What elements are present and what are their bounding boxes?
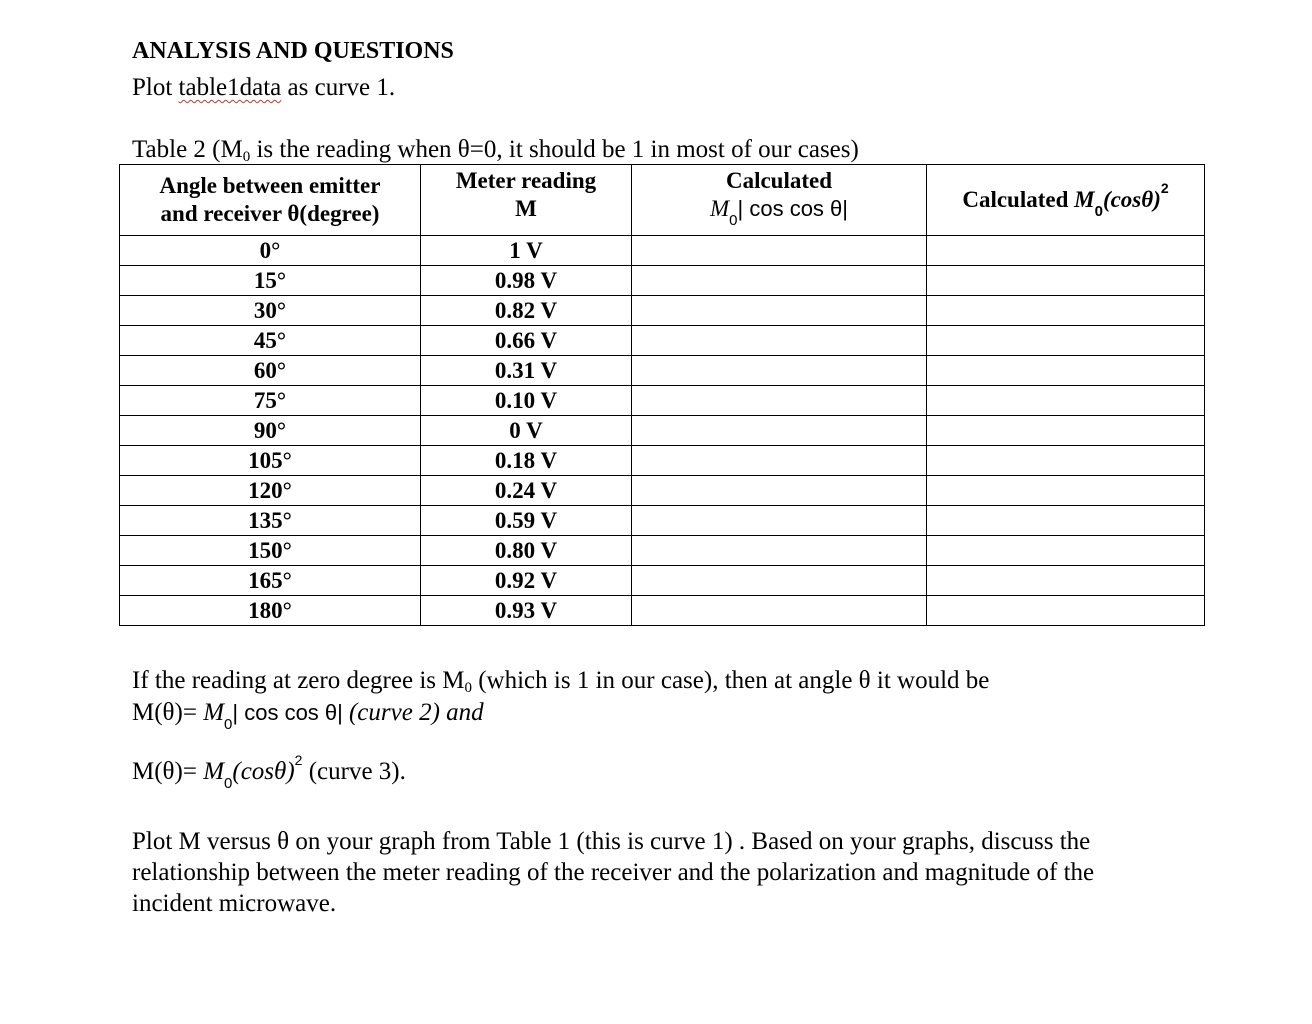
para1-a: If the reading at zero degree is M: [132, 667, 465, 694]
intro-pre: Plot: [132, 74, 179, 101]
reading-cell: 0.31 V: [421, 356, 632, 386]
calc-cell-empty: [632, 596, 927, 626]
calc-cell-empty: [632, 236, 927, 266]
eq2-curve: (curve 2) and: [348, 699, 484, 726]
reading-cell: 0.24 V: [421, 476, 632, 506]
section-heading: ANALYSIS AND QUESTIONS: [132, 38, 454, 64]
calc2-sub: 0: [1094, 203, 1103, 220]
reading-cell: 0.82 V: [421, 296, 632, 326]
angle-cell: 120°: [120, 476, 421, 506]
para2-l2: relationship between the meter reading of the receiver and the polarization and magnitude of the: [132, 859, 1095, 886]
calc2-cell-empty: [927, 566, 1205, 596]
eq2-mid: | cos cos θ|: [232, 700, 349, 725]
calc2-cell-empty: [927, 296, 1205, 326]
table-row: [120, 266, 1205, 296]
calc-cell-empty: [632, 356, 927, 386]
eq3-lead: M(θ)=: [132, 758, 204, 785]
equation-curve-3: [132, 752, 406, 792]
calc2-cell-empty: [927, 266, 1205, 296]
reading-cell: 0.93 V: [421, 596, 632, 626]
calc-cell-empty: [632, 536, 927, 566]
angle-cell: 30°: [120, 296, 421, 326]
intro-post: as curve 1.: [281, 74, 396, 101]
angle-cell: 75°: [120, 386, 421, 416]
calc-cell-empty: [632, 326, 927, 356]
angle-cell: 180°: [120, 596, 421, 626]
calc-cell-empty: [632, 476, 927, 506]
angle-cell: 165°: [120, 566, 421, 596]
eq2-m: M: [203, 699, 225, 726]
calc2-label: Calculated: [962, 187, 1075, 212]
reading-cell: 0.18 V: [421, 446, 632, 476]
table-body: [120, 236, 1205, 626]
meter-header-l2: M: [515, 196, 537, 221]
calc-formula: [632, 195, 926, 235]
data-table: [119, 164, 1205, 626]
eq3-sup: 2: [294, 752, 303, 768]
reading-cell: 0.66 V: [421, 326, 632, 356]
eq3-tail: (curve 3).: [302, 758, 406, 785]
table-row: [120, 476, 1205, 506]
reading-cell: 1 V: [421, 236, 632, 266]
reading-cell: 0.80 V: [421, 536, 632, 566]
table-row: [120, 356, 1205, 386]
angle-header: [120, 165, 421, 236]
para2: [132, 826, 1094, 919]
equation-curve-2: [132, 699, 484, 733]
caption-sub: 0: [242, 149, 251, 165]
table-row: [120, 446, 1205, 476]
calc2-cell-empty: [927, 596, 1205, 626]
para2-l3: incident microwave.: [132, 890, 337, 917]
angle-cell: 0°: [120, 236, 421, 266]
calc-rest: | cos cos θ|: [737, 196, 848, 221]
reading-cell: 0.59 V: [421, 506, 632, 536]
calc2-rest: (cosθ): [1102, 187, 1161, 212]
table-header-row: [120, 165, 1205, 236]
calc-cell-empty: [632, 506, 927, 536]
calc-m: M: [710, 196, 730, 221]
calc2-cell-empty: [927, 416, 1205, 446]
intro-line: [132, 74, 395, 102]
eq3-m: M: [203, 758, 225, 785]
calc-cell-empty: [632, 266, 927, 296]
calc2-sup: 2: [1160, 180, 1169, 196]
eq2-lead: M(θ)=: [132, 699, 204, 726]
table-row: [120, 416, 1205, 446]
calc-header: [632, 165, 927, 236]
para1: [132, 667, 989, 697]
angle-cell: 135°: [120, 506, 421, 536]
angle-cell: 150°: [120, 536, 421, 566]
table-row: [120, 536, 1205, 566]
calc-header-l1: Calculated: [725, 168, 833, 193]
calc-cell-empty: [632, 296, 927, 326]
angle-cell: 15°: [120, 266, 421, 296]
caption-a: Table 2 (M: [132, 136, 243, 163]
table-row: [120, 296, 1205, 326]
calc2-cell-empty: [927, 536, 1205, 566]
eq2-sub: 0: [224, 716, 233, 733]
reading-cell: 0.98 V: [421, 266, 632, 296]
calc2-cell-empty: [927, 506, 1205, 536]
para1-b: (which is 1 in our case), then at angle θ it would be: [471, 667, 990, 694]
meter-header: [421, 165, 632, 236]
calc-cell-empty: [632, 446, 927, 476]
eq3-sub: 0: [224, 775, 233, 792]
calc2-cell-empty: [927, 386, 1205, 416]
table-row: [120, 566, 1205, 596]
table-row: [120, 596, 1205, 626]
calc2-cell-empty: [927, 236, 1205, 266]
angle-cell: 60°: [120, 356, 421, 386]
calc2-cell-empty: [927, 446, 1205, 476]
angle-cell: 105°: [120, 446, 421, 476]
calc2-cell-empty: [927, 356, 1205, 386]
caption-b: is the reading when θ=0, it should be 1 in most of our cases): [250, 136, 859, 163]
table-row: [120, 506, 1205, 536]
table-row: [120, 326, 1205, 356]
angle-cell: 45°: [120, 326, 421, 356]
calc-sub: 0: [729, 212, 738, 229]
reading-cell: 0.92 V: [421, 566, 632, 596]
angle-header-l2: and receiver θ(degree): [160, 201, 380, 226]
calc-cell-empty: [632, 416, 927, 446]
table-row: [120, 236, 1205, 266]
para1-sub: 0: [464, 680, 472, 696]
calc2-m: M: [1074, 187, 1095, 212]
calc2-cell-empty: [927, 326, 1205, 356]
calc2-header: [927, 165, 1205, 236]
meter-header-l1: Meter reading: [455, 168, 597, 193]
calc-cell-empty: [632, 566, 927, 596]
table-row: [120, 386, 1205, 416]
angle-header-l1: Angle between emitter: [159, 173, 381, 198]
intro-link-text: table1data: [178, 74, 282, 101]
calc-cell-empty: [632, 386, 927, 416]
calc2-cell-empty: [927, 476, 1205, 506]
eq3-mid: (cosθ): [232, 758, 295, 785]
para2-l1: Plot M versus θ on your graph from Table 1 (this is curve 1) . Based on your graphs, discuss the: [132, 828, 1091, 855]
table-caption: [132, 136, 859, 166]
reading-cell: 0 V: [421, 416, 632, 446]
reading-cell: 0.10 V: [421, 386, 632, 416]
angle-cell: 90°: [120, 416, 421, 446]
